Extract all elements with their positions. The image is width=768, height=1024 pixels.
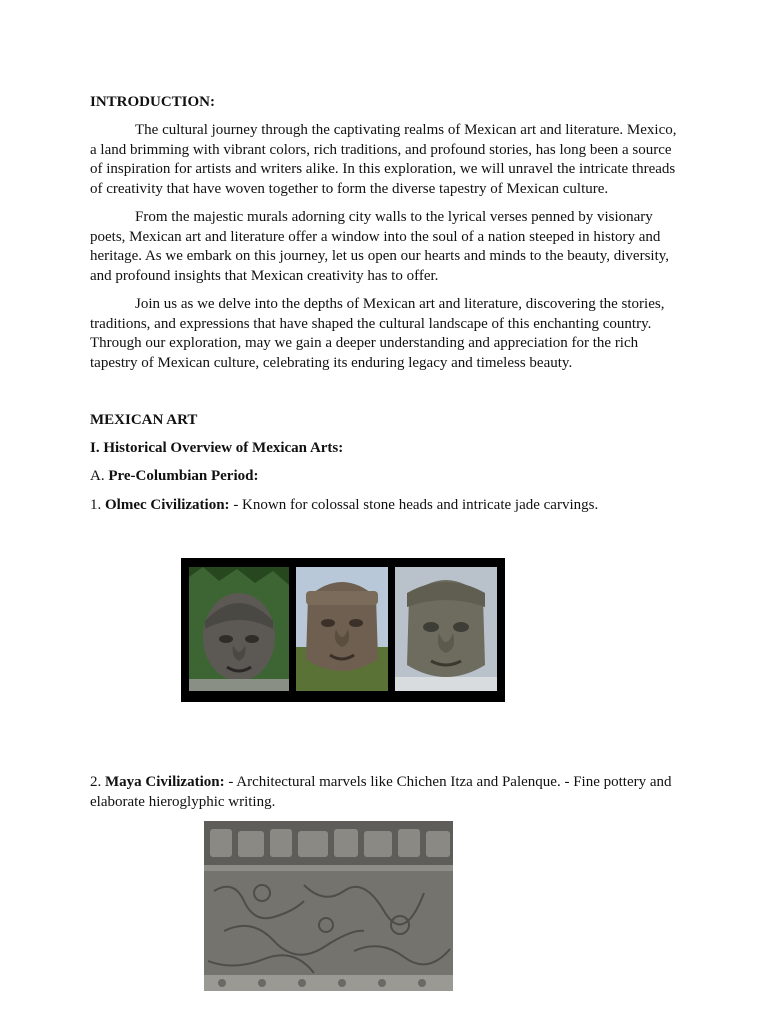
period-title: Pre-Columbian Period: [108, 468, 259, 484]
period-prefix: A. [90, 468, 105, 484]
intro-paragraph-3: Join us as we delve into the depths of Mexican art and literature, discovering the stories, traditions, and expressions that have shaped the cultural landscape of this enchanting country. Through our exploration, may we gain a deeper understanding and appreciation for the rich tapestry of Mexican culture, celebrating its enduring legacy and timeless beauty. [90, 296, 665, 371]
pre-columbian-line [90, 467, 680, 486]
intro-paragraph-1: The cultural journey through the captivating realms of Mexican art and literature. Mexico, a land brimming with vibrant colors, rich traditions, and profound stories, has long been a source of inspiration for artists and writers alike. In this exploration, we will unravel the intricate threads of creativity that have woven together to form the diverse tapestry of Mexican culture. [90, 122, 677, 197]
section-spacer [90, 382, 680, 411]
olmec-text: - Known for colossal stone heads and intricate jade carvings. [233, 497, 599, 513]
maya-text: - Architectural marvels like Chichen Itza and Palenque. - Fine pottery and elaborate hieroglyphic writing. [90, 774, 672, 810]
olmec-heads-image [181, 558, 505, 702]
olmec-head-photo-1 [189, 567, 289, 691]
intro-paragraph-2: From the majestic murals adorning city walls to the lyrical verses penned by visionary poets, Mexican art and literature offer a window into the soul of a nation steeped in history and heritage. As we embark on this journey, let us open our hearts and minds to the beauty, diversity, and profound insights that Mexican creativity has to offer. [90, 209, 670, 284]
mexican-art-heading: MEXICAN ART [90, 412, 198, 428]
olmec-name: Olmec Civilization: [105, 497, 230, 513]
olmec-line [90, 496, 680, 515]
historical-overview-heading: I. Historical Overview of Mexican Arts: [90, 440, 344, 456]
maya-frieze-image [204, 821, 453, 991]
introduction-heading: INTRODUCTION: [90, 94, 216, 110]
maya-number: 2. [90, 774, 102, 790]
olmec-head-photo-2 [296, 567, 388, 691]
maya-line [90, 773, 685, 812]
document-body [90, 93, 680, 525]
maya-name: Maya Civilization: [105, 774, 225, 790]
olmec-head-photo-3 [395, 567, 497, 691]
olmec-number: 1. [90, 497, 102, 513]
